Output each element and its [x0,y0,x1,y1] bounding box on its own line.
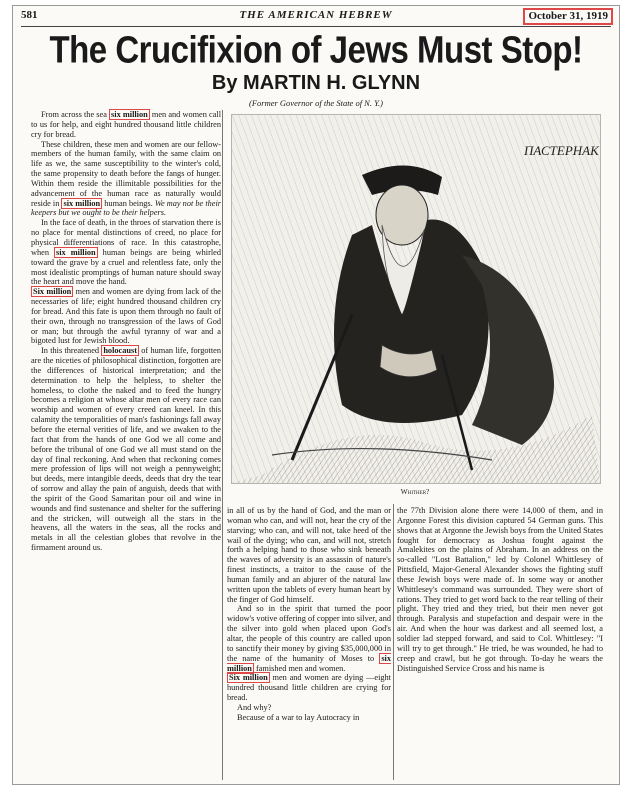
paragraph: These children, these men and women are our fellow-members of the human family, with the same claim on life as we, the same susceptibility to the winter's cold, the same propensity to death before the fangs of hunger. Within them reside the illimitable possibilities for the advancement of the human race as naturally would reside in six million human beings. We may not be their keepers but we ought to be their helpers. [31,139,221,218]
column-divider [393,504,394,780]
byline: By MARTIN H. GLYNN [211,72,421,94]
article-column-1 [31,110,221,553]
paragraph: the 77th Division alone there were 14,000 of them, and in Argonne Forest this division captured 54 German guns. This shows that at Argonne the Jewish boys from the United States fought for democracy as Joshua fought against the Amalekites on the plains of Abraham. In an address on the so-called "Lost Battalion," led by Colonel Whittlesey of Pittsfield, Major-General Alexander shows the fighting stuff these Jewish boys were made of. In some way or another Whittlesey's command was surrounded. They were short of rations. They tried to get word back to the rear telling of their plight. They tried and they tried, but their men never got through. Paralysis and stupefaction and despair were in the air. And when the hour was darkest and all seemed lost, a soldier lad stepped forward, and said to Col. Whittlesey: "I will try to get through." He tried, he was wounded, he had to creep and crawl, but he got through. To-day he wears the Distinguished Service Cross and his name is [397,506,603,673]
article-column-3 [397,506,603,673]
illustration-caption: Whither? [400,487,430,496]
highlighted-phrase: six million [227,653,391,673]
paragraph: Six million men and women are dying —eight hundred thousand little children are crying for bread. [227,673,391,703]
author-subline: (Former Governor of the State of N. Y.) [248,98,384,108]
headline: The Crucifixion of Jews Must Stop! [49,28,583,71]
publication-name: THE AMERICAN HEBREW [239,9,393,21]
paragraph: In this threatened holocaust of human life, forgotten are the niceties of philosophical distinction, forgotten are the differences of historical interpretation; and the determination to help the helpless, to shelter the homeless, to clothe the naked and to feed the hungry becomes a religion at whose altar men of every race can worship and women of every creed can kneel. In this calamity the temporalities of man's fashionings fall away before the eternal verities of life, and we awaken to the fact that from the hands of one God we all come and before the tribunal of one God we all must stand on the day of final reckoning. And when that reckoning comes mere profession of lips will not weigh a pennyweight; but deeds, mere intangible deeds, deeds that dry the tear of sorrow and allay the pain of anguish, deeds that with the spirit of the Good Samaritan pour oil and wine in wounds and find sustenance and shelter for the suffering and the stricken, will outweigh all the stars in the heavens, all the waters in the seas, all the rocks and metals in all the celestian globes that revolve in the firmament around us. [31,346,221,553]
paragraph: In the face of death, in the throes of starvation there is no place for mental distinctions of creed, no place for physical differentiations of race. In this catastrophe, when six million human beings are being whirled toward the grave by a cruel and relentless fate, only the most idealistic promptings of human nature should sway the heart and move the hand. [31,218,221,287]
highlighted-phrase: six million [63,198,101,208]
paragraph: And so in the spirit that turned the poor widow's votive offering of copper into silver, and the silver into gold when placed upon God's altar, the people of this country are called upon to sanctify their money by giving $35,000,000 in the name of the humanity of Moses to six million famished men and women. [227,604,391,673]
paragraph: Six million men and women are dying from lack of the necessaries of life; eight hundred thousand children cry for bread. And this fate is upon them through no fault of their own, through no transgression of the laws of God or man; but through the awful tyranny of war and a bigoted lust for Jewish blood. [31,287,221,346]
highlighted-phrase: Six million [33,287,72,297]
paragraph: From across the sea six million men and women call to us for help, and eight hundred thousand little children cry for bread. [31,110,222,139]
illustration [231,114,601,484]
column-divider [222,110,223,780]
paragraph: in all of us by the hand of God, and the man or woman who can, and will not, hear the cry of the starving; who can, and will not, take heed of the wail of the dying; who can, and will not, stretch forth a helping hand to those who sink beneath the waves of adversity is an assassin of nature's finest instincts, a traitor to the cause of the human family and an abjurer of the natural law written upon the tablets of every human heart by the finger of God himself. [227,506,391,604]
paragraph: And why? [237,702,272,712]
paragraph: Because of a war to lay Autocracy in [237,712,360,722]
masthead [21,8,611,27]
issue-date: October 31, 1919 [523,8,613,25]
highlighted-phrase: six million [111,110,148,119]
page-number: 581 [21,9,38,21]
old-man-walking-illustration [232,115,600,483]
article-column-2 [227,506,391,723]
highlighted-phrase: Six million [229,673,268,683]
highlighted-phrase: six million [56,247,96,257]
artist-signature: ПАСТЕРНАК [524,143,599,158]
newspaper-page [12,5,620,785]
highlighted-phrase: holocaust [103,346,137,356]
